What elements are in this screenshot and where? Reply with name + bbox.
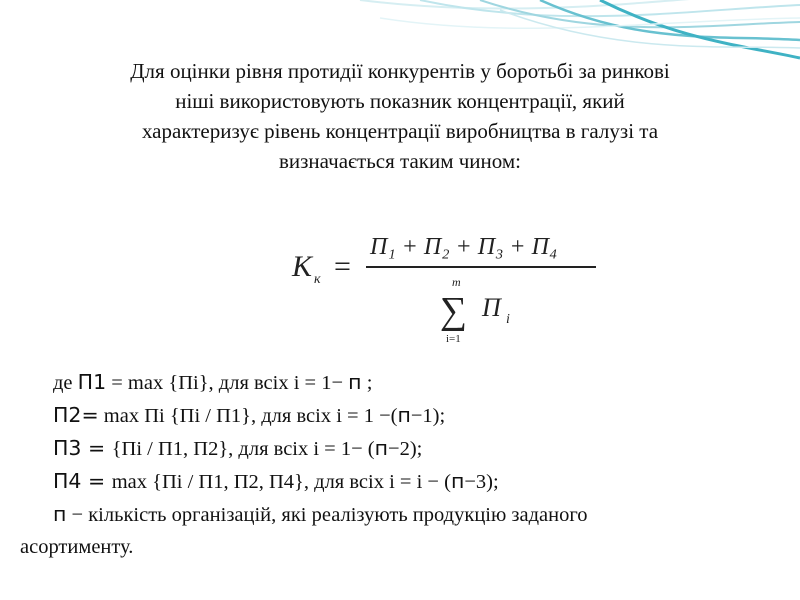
intro-line-2: ніші використовують показник концентрації, який bbox=[175, 89, 625, 113]
definition-p4: П4 = max {Пі / П1, П2, П4}, для всіх і = і − (п−3); bbox=[53, 469, 499, 493]
definition-p1: де П1 = max {Пі}, для всіх і = 1− п ; bbox=[53, 370, 373, 394]
intro-line-1: Для оцінки рівня протидії конкурентів у боротьбі за ринкові bbox=[130, 59, 670, 83]
definition-n-continuation: асортименту. bbox=[20, 536, 134, 558]
sum-upper-limit: m bbox=[452, 275, 461, 289]
formula-lhs: K bbox=[292, 250, 313, 283]
sum-term: П bbox=[482, 293, 501, 322]
sum-term-subscript: i bbox=[506, 312, 510, 327]
formula-numerator: П₁ + П₂ + П₃ + П₄ bbox=[370, 234, 558, 260]
formula-equals: = bbox=[334, 250, 351, 283]
formula-lhs-subscript: к bbox=[314, 272, 321, 287]
definitions-list bbox=[20, 366, 780, 563]
definition-p3: П3 = {Пі / П1, П2}, для всіх і = 1− (п−2); bbox=[53, 436, 423, 460]
concentration-formula bbox=[274, 218, 602, 354]
intro-line-3: характеризує рівень концентрації виробництва в галузі та bbox=[141, 119, 659, 143]
intro-line-4: визначається таким чином: bbox=[278, 149, 522, 173]
definition-n: п − кількість організацій, які реалізують продукцію заданого bbox=[53, 502, 588, 526]
sum-symbol: ∑ bbox=[440, 290, 468, 332]
sum-lower-limit: i=1 bbox=[446, 333, 461, 345]
intro-paragraph bbox=[40, 56, 760, 176]
definition-p2: П2= max Пі {Пі / П1}, для всіх і = 1 −(п−1); bbox=[53, 403, 446, 427]
